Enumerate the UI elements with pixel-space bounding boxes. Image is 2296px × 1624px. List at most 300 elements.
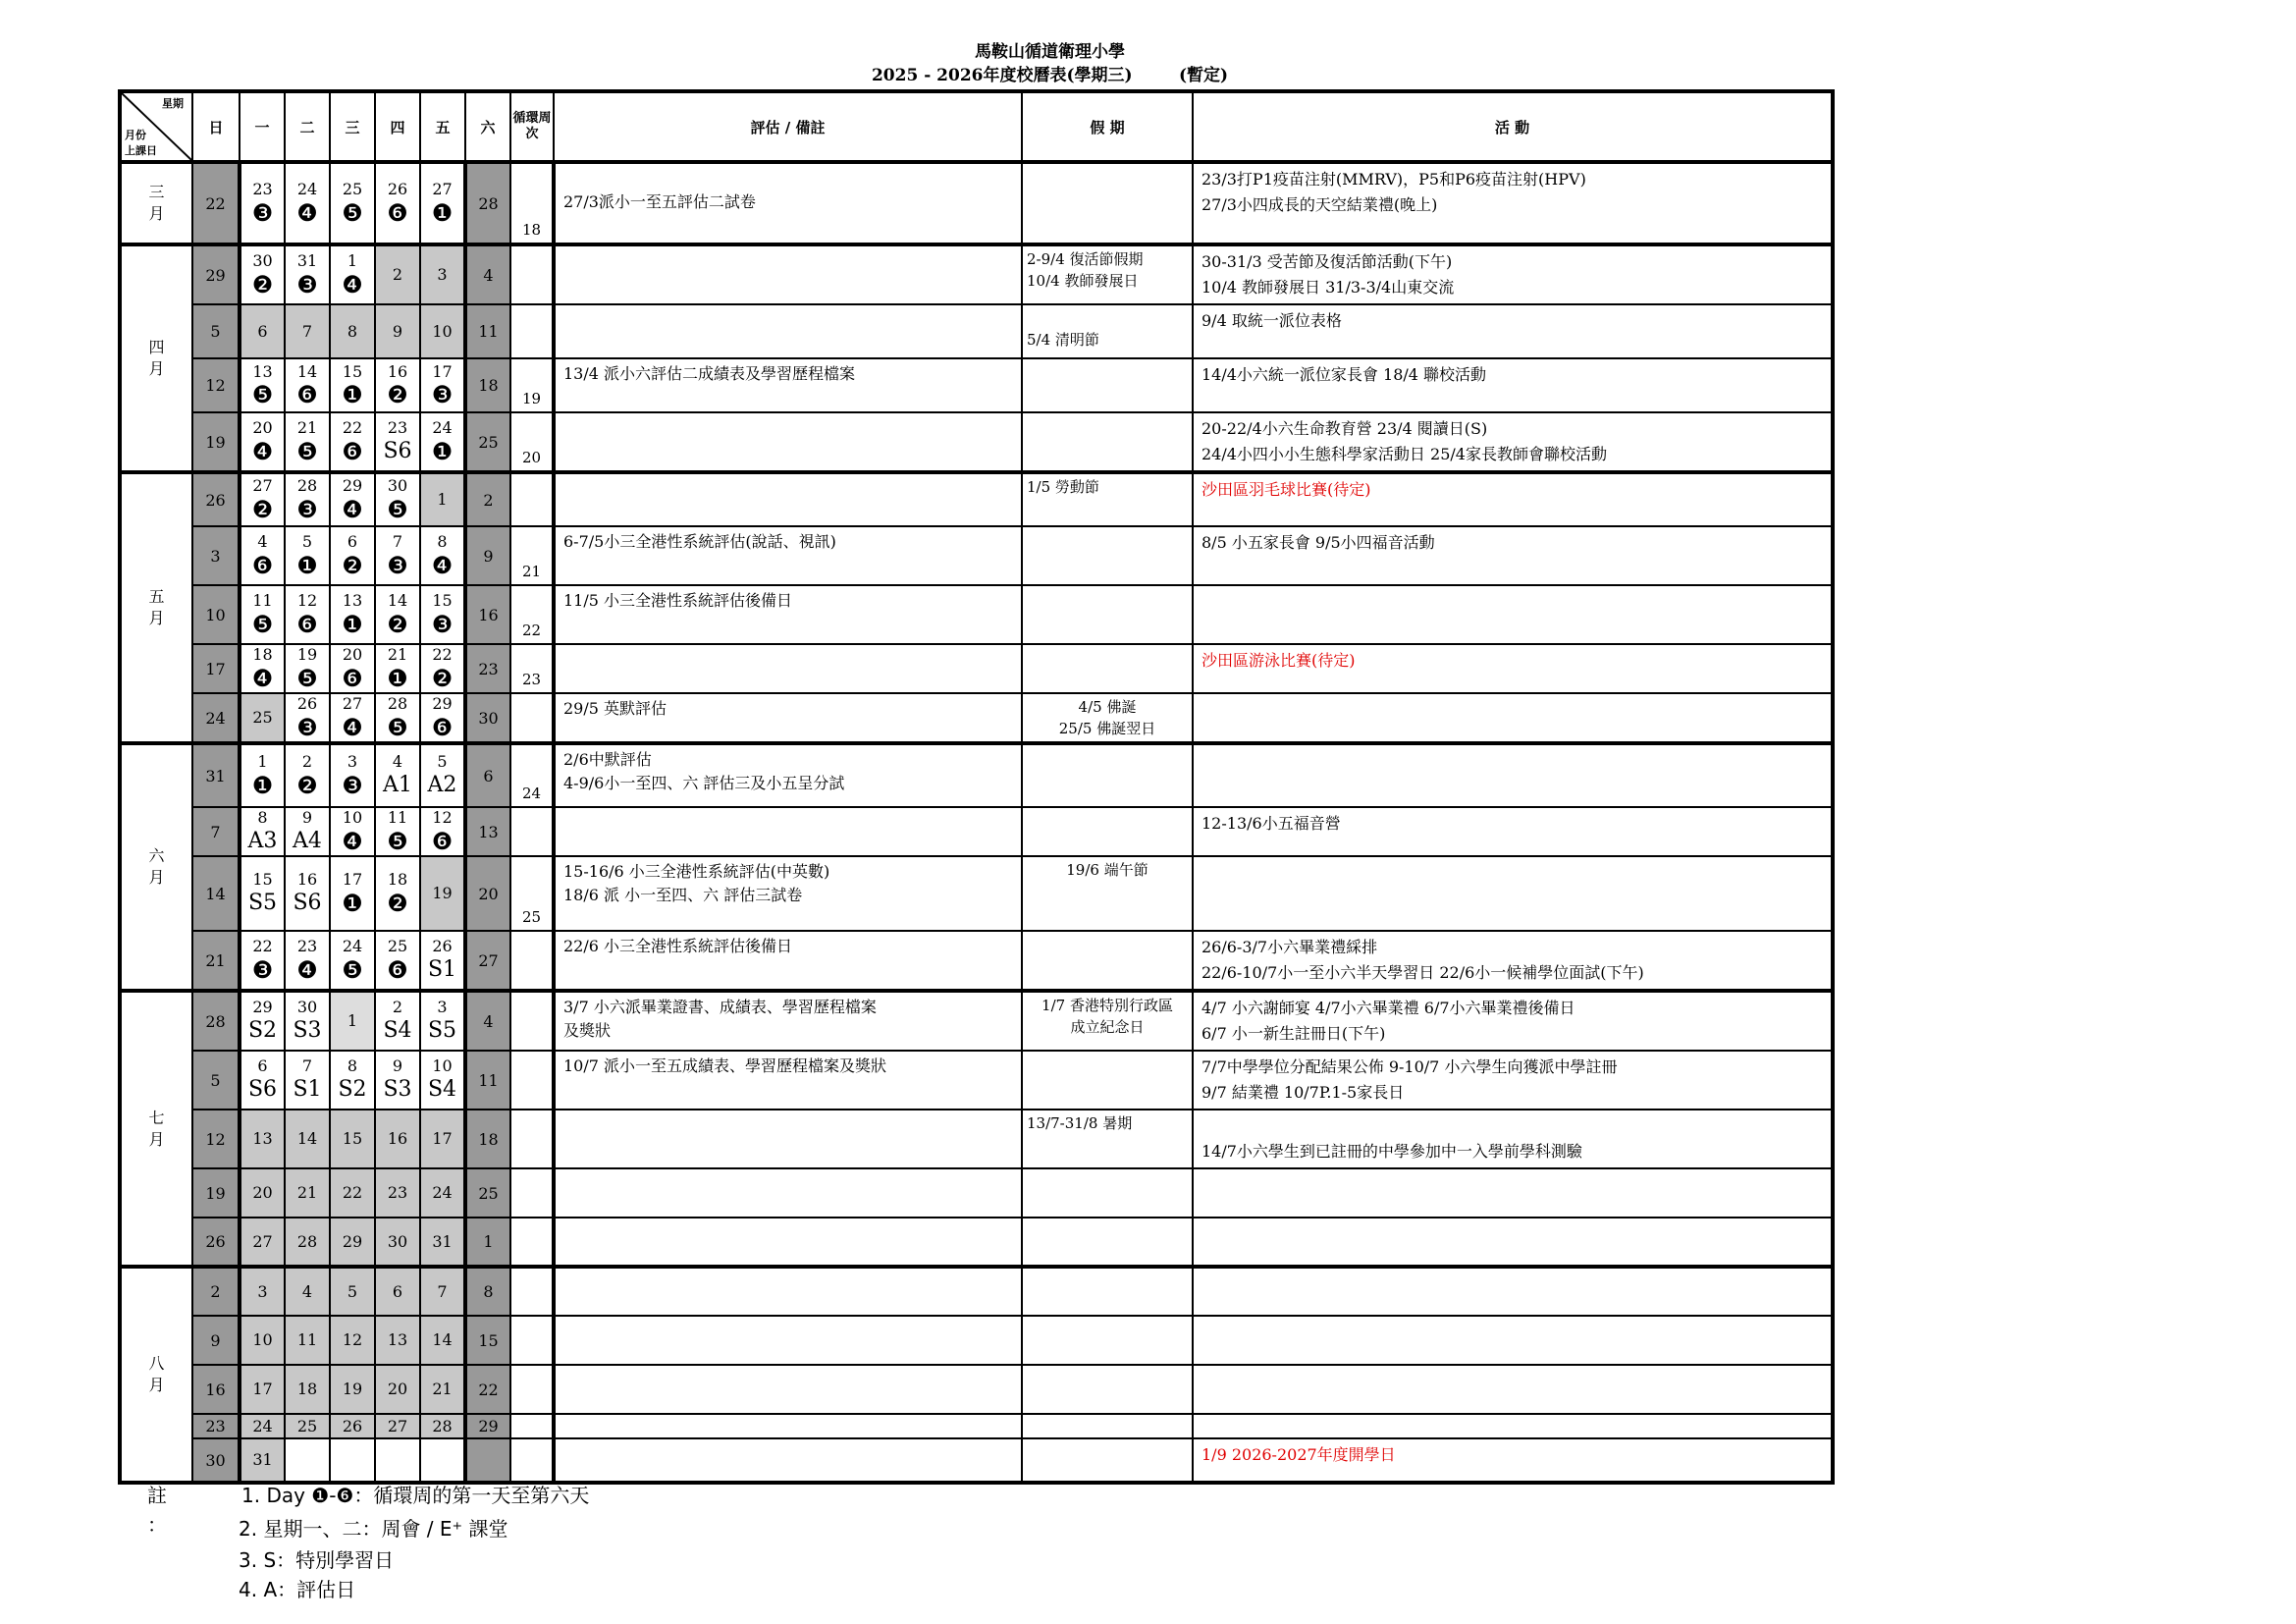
assessment-cell-line: 11/5 小三全港性系統評估後備日 (563, 591, 793, 610)
activity-cell-line: 24/4小四小小生態科學家活動日 25/4家長教師會聯校活動 (1201, 445, 1607, 463)
date-number: 16 (387, 1129, 408, 1149)
date-number: 4 (301, 1281, 313, 1301)
day-cell-sun (192, 1316, 240, 1365)
date-number: 14 (205, 884, 226, 903)
day-cell-sat (465, 585, 510, 644)
date-number: 20 (478, 884, 499, 903)
header-tue: 二 (285, 91, 330, 162)
date-number: 16 (387, 361, 408, 381)
cycle-week-number (510, 1051, 554, 1110)
cycle-day-mark: ❻ (296, 381, 318, 409)
date-number: 23 (252, 180, 273, 199)
date-number: 21 (387, 645, 408, 665)
month-char: 月 (148, 359, 165, 378)
activity-cell (1193, 931, 1833, 991)
day-cell-mon (240, 1316, 285, 1365)
day-cell-mon (240, 244, 285, 304)
assessment-cell (554, 931, 1022, 991)
cycle-day-mark: ❷ (342, 551, 363, 579)
activity-cell-line: 27/3小四成長的天空結業禮(晚上) (1201, 195, 1438, 214)
cycle-day-mark: ❻ (431, 713, 454, 741)
month-label-aug (120, 1267, 192, 1483)
cycle-week-number (510, 1218, 554, 1267)
date-number: 10 (342, 808, 363, 828)
holiday-cell (1022, 856, 1193, 931)
assessment-cell-line: 3/7 小六派畢業證書、成績表、學習歷程檔案 (563, 998, 877, 1016)
day-cell-sun (192, 162, 240, 244)
header-row (120, 91, 1833, 162)
day-cell-wed (330, 807, 375, 856)
special-day-mark: A3 (247, 828, 278, 853)
activity-cell (1193, 1168, 1833, 1218)
date-number: 11 (296, 1330, 318, 1350)
header-sat: 六 (465, 91, 510, 162)
holiday-cell (1022, 412, 1193, 472)
day-cell-sat (465, 1168, 510, 1218)
date-number: 25 (342, 180, 363, 199)
month-label-jun (120, 743, 192, 991)
calendar-week-row (120, 1316, 1833, 1365)
cycle-day-mark: ❻ (296, 610, 318, 638)
day-cell-thu (375, 1168, 420, 1218)
date-number: 8 (347, 321, 358, 341)
day-cell-sun (192, 1110, 240, 1168)
holiday-cell (1022, 807, 1193, 856)
date-number: 7 (301, 321, 313, 341)
activity-cell-line: 23/3打P1疫苗注射(MMRV)，P5和P6疫苗注射(HPV) (1201, 170, 1586, 189)
day-cell-sat (465, 1438, 510, 1483)
cycle-day-mark: ❹ (342, 827, 363, 855)
activity-cell-line: 6/7 小一新生註冊日(下午) (1201, 1024, 1386, 1043)
day-cell-mon (240, 1365, 285, 1414)
activity-cell-line: 20-22/4小六生命教育營 23/4 閱讀日(S) (1201, 419, 1488, 438)
day-cell-tue (285, 1365, 330, 1414)
date-number: 19 (205, 1183, 226, 1203)
header-thu: 四 (375, 91, 420, 162)
cycle-day-mark: ❷ (251, 270, 274, 298)
day-cell-sat (465, 1218, 510, 1267)
cycle-day-mark: ❻ (387, 198, 408, 227)
date-number: 5 (210, 1070, 221, 1090)
date-number: 7 (210, 822, 221, 841)
date-number: 20 (387, 1380, 408, 1399)
date-number: 1 (483, 1232, 494, 1251)
activity-cell (1193, 585, 1833, 644)
day-cell-wed (330, 162, 375, 244)
month-char: 月 (148, 609, 165, 627)
activity-cell-line: 10/4 教師發展日 31/3-3/4山東交流 (1201, 278, 1455, 297)
day-cell-mon (240, 412, 285, 472)
day-cell-fri (420, 1438, 465, 1483)
holiday-cell (1022, 1414, 1193, 1438)
cycle-day-mark: ❶ (296, 551, 318, 579)
assessment-cell-line: 15-16/6 小三全港性系統評估(中英數) (563, 862, 830, 881)
date-number: 3 (257, 1281, 268, 1301)
date-number: 30 (296, 998, 318, 1017)
note-line-3: 3. S：特別學習日 (239, 1548, 395, 1572)
date-number: 10 (252, 1330, 273, 1350)
date-number: 27 (387, 1416, 408, 1435)
day-cell-sun (192, 1267, 240, 1316)
cycle-day-mark: ❷ (387, 889, 408, 917)
date-number: 15 (432, 591, 453, 611)
day-cell-mon (240, 1168, 285, 1218)
date-number: 30 (252, 251, 273, 271)
holiday-cell-line: 19/6 端午節 (1066, 861, 1148, 879)
day-cell-thu (375, 856, 420, 931)
date-number: 6 (347, 532, 358, 552)
date-number: 13 (252, 1129, 273, 1149)
activity-cell-line (1201, 1113, 1823, 1139)
activity-cell (1193, 1438, 1833, 1483)
cycle-day-mark: ❶ (342, 381, 363, 409)
cycle-day-mark: ❸ (251, 198, 274, 227)
date-number: 15 (342, 1129, 363, 1149)
date-number: 3 (347, 752, 358, 772)
day-cell-sat (465, 304, 510, 358)
calendar-week-row (120, 1365, 1833, 1414)
date-number: 6 (257, 1056, 268, 1076)
holiday-cell-line: 成立紀念日 (1070, 1018, 1145, 1036)
cycle-day-mark: ❺ (387, 713, 408, 741)
day-cell-tue (285, 1110, 330, 1168)
activity-cell (1193, 1218, 1833, 1267)
date-number: 23 (387, 418, 408, 438)
day-cell-fri (420, 585, 465, 644)
month-char: 五 (148, 587, 165, 606)
date-number: 28 (387, 694, 408, 714)
date-number: 5 (301, 532, 313, 552)
holiday-cell (1022, 1168, 1193, 1218)
day-cell-sun (192, 807, 240, 856)
calendar-week-row (120, 693, 1833, 743)
activity-cell (1193, 412, 1833, 472)
date-number: 22 (342, 1183, 363, 1203)
activity-cell-line: 1/9 2026-2027年度開學日 (1201, 1445, 1396, 1464)
date-number: 19 (342, 1380, 363, 1399)
date-number: 22 (252, 937, 273, 956)
cycle-day-mark: ❷ (431, 664, 454, 692)
activity-cell (1193, 856, 1833, 931)
date-number: 1 (347, 1011, 358, 1031)
day-cell-mon (240, 585, 285, 644)
assessment-cell (554, 472, 1022, 526)
activity-cell-line: 30-31/3 受苦節及復活節活動(下午) (1201, 252, 1453, 271)
day-cell-sat (465, 743, 510, 807)
day-cell-mon (240, 644, 285, 693)
holiday-cell (1022, 644, 1193, 693)
day-cell-wed (330, 1365, 375, 1414)
day-cell-tue (285, 162, 330, 244)
date-number: 22 (478, 1380, 499, 1399)
day-cell-sun (192, 358, 240, 412)
date-number: 30 (387, 1231, 408, 1251)
cycle-week-number (510, 1365, 554, 1414)
date-number: 30 (478, 708, 499, 728)
assessment-cell (554, 1110, 1022, 1168)
day-cell-mon (240, 526, 285, 585)
activity-cell (1193, 304, 1833, 358)
date-number: 4 (483, 265, 494, 285)
activity-cell-line: 12-13/6小五福音營 (1201, 814, 1341, 833)
cycle-week-number (510, 1267, 554, 1316)
day-cell-thu (375, 931, 420, 991)
assessment-cell (554, 807, 1022, 856)
month-char: 三 (148, 183, 165, 201)
date-number: 4 (392, 752, 403, 772)
date-number: 25 (296, 1416, 318, 1435)
day-cell-fri (420, 931, 465, 991)
date-number: 24 (252, 1416, 273, 1435)
day-cell-fri (420, 1365, 465, 1414)
month-label-jul (120, 991, 192, 1267)
holiday-cell (1022, 991, 1193, 1051)
day-cell-thu (375, 807, 420, 856)
assessment-cell (554, 991, 1022, 1051)
day-cell-mon (240, 856, 285, 931)
activity-cell (1193, 693, 1833, 743)
header-sun: 日 (192, 91, 240, 162)
note-line-2: 2. 星期一、二：周會 / E⁺ 課堂 (239, 1517, 508, 1541)
day-cell-sat (465, 1267, 510, 1316)
date-number: 14 (296, 361, 318, 381)
date-number: 23 (387, 1183, 408, 1203)
notes-label: 註 ： (147, 1484, 167, 1537)
activity-cell (1193, 472, 1833, 526)
day-cell-wed (330, 1267, 375, 1316)
activity-cell-line: 7/7中學學位分配結果公佈 9-10/7 小六學生向獲派中學註冊 (1201, 1057, 1618, 1076)
calendar-week-row (120, 743, 1833, 807)
date-number: 6 (257, 321, 268, 341)
assessment-cell (554, 526, 1022, 585)
day-cell-fri (420, 472, 465, 526)
cycle-day-mark: ❺ (251, 381, 274, 409)
day-cell-thu (375, 1414, 420, 1438)
day-cell-sun (192, 1051, 240, 1110)
cycle-day-mark: ❸ (431, 610, 454, 638)
day-cell-tue (285, 412, 330, 472)
assessment-cell (554, 358, 1022, 412)
cycle-day-mark: ❶ (342, 610, 363, 638)
day-cell-tue (285, 244, 330, 304)
date-number: 26 (432, 937, 453, 956)
activity-cell (1193, 526, 1833, 585)
date-number: 13 (252, 361, 273, 381)
date-number: 7 (437, 1281, 448, 1301)
cycle-day-mark: ❺ (387, 495, 408, 523)
calendar-week-row (120, 931, 1833, 991)
calendar-week-row (120, 1438, 1833, 1483)
day-cell-sat (465, 162, 510, 244)
holiday-cell-line: 1/5 勞動節 (1027, 478, 1099, 496)
date-number: 18 (296, 1380, 318, 1399)
activity-cell-line: 9/7 結業禮 10/7P.1-5家長日 (1201, 1083, 1405, 1102)
date-number: 5 (347, 1281, 358, 1301)
activity-cell-line: 8/5 小五家長會 9/5小四福音活動 (1201, 533, 1435, 552)
holiday-cell (1022, 1051, 1193, 1110)
month-label-may (120, 472, 192, 743)
activity-cell-line: 沙田區游泳比賽(待定) (1201, 651, 1356, 670)
day-cell-sun (192, 412, 240, 472)
day-cell-fri (420, 991, 465, 1051)
calendar-week-row (120, 856, 1833, 931)
date-number: 28 (432, 1416, 453, 1435)
day-cell-sat (465, 472, 510, 526)
day-cell-fri (420, 743, 465, 807)
holiday-cell (1022, 162, 1193, 244)
holiday-cell (1022, 693, 1193, 743)
date-number: 16 (205, 1380, 226, 1399)
date-number: 30 (205, 1450, 226, 1470)
calendar-week-row (120, 1168, 1833, 1218)
date-number: 25 (252, 708, 273, 728)
date-number: 4 (483, 1011, 494, 1031)
special-day-mark: S6 (247, 1076, 278, 1102)
special-day-mark: S5 (427, 1017, 457, 1043)
assessment-cell (554, 244, 1022, 304)
day-cell-fri (420, 1267, 465, 1316)
date-number: 2 (392, 998, 403, 1017)
activity-cell (1193, 644, 1833, 693)
special-day-mark: S1 (293, 1076, 322, 1102)
date-number: 17 (342, 870, 363, 890)
cycle-week-number (510, 1316, 554, 1365)
cycle-day-mark: ❹ (296, 198, 318, 227)
month-char: 月 (148, 1376, 165, 1394)
date-number: 26 (205, 490, 226, 510)
cycle-week-number (510, 807, 554, 856)
date-number: 27 (342, 694, 363, 714)
special-day-mark: S2 (247, 1017, 278, 1043)
date-number: 17 (252, 1380, 273, 1399)
cycle-day-mark: ❺ (387, 827, 408, 855)
date-number: 1 (257, 752, 268, 772)
special-day-mark: S6 (383, 438, 412, 463)
special-day-mark: A1 (383, 772, 412, 797)
day-cell-mon (240, 1110, 285, 1168)
date-number: 29 (205, 265, 226, 285)
date-number: 2 (483, 490, 494, 510)
day-cell-wed (330, 585, 375, 644)
day-cell-sun (192, 693, 240, 743)
day-cell-sun (192, 585, 240, 644)
day-cell-mon (240, 931, 285, 991)
day-cell-sat (465, 991, 510, 1051)
date-number: 12 (342, 1330, 363, 1350)
activity-cell (1193, 358, 1833, 412)
day-cell-wed (330, 991, 375, 1051)
calendar-week-row (120, 304, 1833, 358)
month-char: 八 (148, 1354, 165, 1373)
date-number: 24 (205, 708, 226, 728)
day-cell-sat (465, 931, 510, 991)
date-number: 21 (296, 418, 318, 438)
cycle-day-mark: ❺ (342, 198, 363, 227)
date-number: 18 (478, 1129, 499, 1149)
date-number: 9 (483, 546, 494, 566)
day-cell-thu (375, 743, 420, 807)
assessment-cell (554, 1365, 1022, 1414)
date-number: 18 (478, 376, 499, 395)
calendar-week-row (120, 358, 1833, 412)
cycle-day-mark: ❶ (431, 437, 454, 465)
calendar-week-row (120, 1218, 1833, 1267)
day-cell-wed (330, 358, 375, 412)
day-cell-tue (285, 1218, 330, 1267)
date-number: 8 (347, 1056, 358, 1076)
day-cell-thu (375, 1438, 420, 1483)
cycle-week-number: 20 (510, 412, 554, 472)
calendar-week-row (120, 1110, 1833, 1168)
cycle-week-number: 19 (510, 358, 554, 412)
date-number: 26 (387, 180, 408, 199)
cycle-day-mark: ❺ (342, 955, 363, 984)
day-cell-mon (240, 1051, 285, 1110)
day-cell-thu (375, 1218, 420, 1267)
day-cell-mon (240, 693, 285, 743)
header-assessment: 評估 / 備註 (554, 91, 1022, 162)
month-char: 六 (148, 846, 165, 865)
day-cell-mon (240, 1414, 285, 1438)
date-number: 23 (296, 937, 318, 956)
cycle-day-mark: ❹ (431, 551, 454, 579)
date-number: 3 (437, 998, 448, 1017)
date-number: 25 (478, 432, 499, 452)
assessment-cell (554, 162, 1022, 244)
date-number: 5 (210, 322, 221, 341)
corner-week-label: 星期 (162, 97, 184, 110)
day-cell-wed (330, 1051, 375, 1110)
cycle-day-mark: ❶ (251, 771, 274, 799)
date-number: 16 (296, 870, 318, 890)
date-number: 13 (387, 1330, 408, 1350)
date-number: 7 (301, 1056, 313, 1076)
date-number: 29 (342, 476, 363, 496)
day-cell-sat (465, 856, 510, 931)
date-number: 24 (432, 418, 453, 438)
date-number: 10 (205, 605, 226, 624)
cycle-week-number: 25 (510, 856, 554, 931)
date-number: 28 (478, 193, 499, 213)
date-number: 28 (296, 1231, 318, 1251)
day-cell-sat (465, 807, 510, 856)
day-cell-fri (420, 1168, 465, 1218)
day-cell-fri (420, 807, 465, 856)
day-cell-wed (330, 693, 375, 743)
day-cell-tue (285, 991, 330, 1051)
cycle-day-mark: ❻ (251, 551, 274, 579)
day-cell-thu (375, 1316, 420, 1365)
day-cell-sun (192, 1414, 240, 1438)
date-number: 14 (387, 591, 408, 611)
date-number: 21 (205, 950, 226, 970)
special-day-mark: S3 (383, 1076, 412, 1102)
header-wed: 三 (330, 91, 375, 162)
cycle-day-mark: ❷ (387, 610, 408, 638)
school-calendar-table (118, 89, 1835, 1485)
school-name: 馬鞍山循道衛理小學 (975, 42, 1125, 62)
day-cell-wed (330, 1218, 375, 1267)
day-cell-tue (285, 856, 330, 931)
assessment-cell (554, 693, 1022, 743)
assessment-cell-line: 29/5 英默評估 (563, 699, 667, 718)
day-cell-wed (330, 644, 375, 693)
special-day-mark: S6 (293, 890, 322, 915)
corner-day-label: 上課日 (125, 144, 157, 157)
date-number: 15 (342, 361, 363, 381)
holiday-cell-line: 4/5 佛誕 (1078, 698, 1137, 716)
assessment-cell-line: 22/6 小三全港性系統評估後備日 (563, 937, 793, 955)
